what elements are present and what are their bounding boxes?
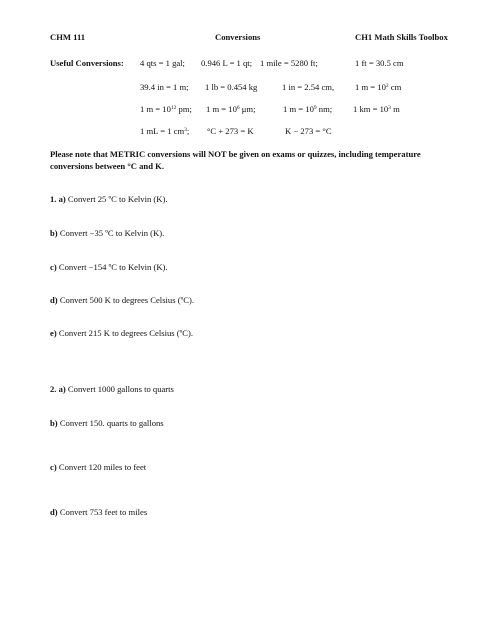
page-title: Conversions — [215, 32, 261, 42]
question-text: Convert 150. quarts to gallons — [59, 418, 164, 428]
question-label: c) — [50, 462, 57, 472]
exponent: 12 — [170, 105, 177, 111]
conversion-item: 1 in = 2.54 cm, — [282, 82, 335, 92]
chapter-label: CH1 Math Skills Toolbox — [355, 32, 448, 42]
question-text: Convert 120 miles to feet — [58, 462, 147, 472]
conversion-text: 1 m = 10 — [283, 104, 314, 114]
conversion-text: 1 m = 10 — [140, 104, 171, 114]
conversion-item: 1 ft = 30.5 cm — [355, 58, 404, 68]
conversion-text: 1 mL = 1 cm — [140, 126, 185, 136]
question-item — [50, 228, 164, 238]
conversions-label: Useful Conversions: — [50, 58, 124, 68]
conversion-item — [140, 104, 192, 114]
conversion-item: 39.4 in = 1 m; — [140, 82, 189, 92]
exponent: 3 — [388, 105, 391, 111]
question-label: 2. a) — [50, 384, 66, 394]
exponent: 2 — [385, 83, 389, 89]
question-label: c) — [50, 262, 57, 272]
question-text: Convert −154 ºC to Kelvin (K). — [58, 262, 168, 272]
question-label: b) — [50, 228, 58, 238]
conversion-text: pm; — [176, 104, 192, 114]
exponent: 6 — [236, 105, 240, 111]
conversion-item: 0.946 L = 1 qt; — [201, 58, 253, 68]
question-label: d) — [50, 295, 58, 305]
question-text: Convert 25 ºC to Kelvin (K). — [67, 194, 168, 204]
question-item — [50, 384, 174, 394]
exponent: 3 — [184, 127, 187, 133]
question-item — [50, 507, 147, 517]
conversion-item — [353, 104, 400, 114]
question-label: d) — [50, 507, 58, 517]
question-label: b) — [50, 418, 58, 428]
exponent: 9 — [313, 105, 317, 111]
conversion-item: 1 lb = 0.454 kg — [205, 82, 258, 92]
question-text: Convert −35 ºC to Kelvin (K). — [59, 228, 165, 238]
conversion-item — [283, 104, 332, 114]
question-text: Convert 500 K to degrees Celsius (ºC). — [59, 295, 194, 305]
conversion-text: m — [390, 104, 400, 114]
question-label: 1. a) — [50, 194, 66, 204]
question-label: e) — [50, 328, 57, 338]
question-text: Convert 215 K to degrees Celsius (ºC). — [58, 328, 194, 338]
conversion-item — [206, 104, 255, 114]
conversion-text: 1 m = 10 — [206, 104, 237, 114]
course-code: CHM 111 — [50, 32, 86, 42]
conversion-text: 1 m = 10 — [355, 82, 386, 92]
conversion-text: 1 km = 10 — [353, 104, 389, 114]
question-item — [50, 418, 164, 428]
question-item — [50, 262, 168, 272]
question-item — [50, 295, 194, 305]
conversion-text: cm — [388, 82, 402, 92]
conversion-text: nm; — [316, 104, 333, 114]
question-item — [50, 194, 168, 204]
conversion-item — [355, 82, 401, 92]
question-text: Convert 753 feet to miles — [59, 507, 148, 517]
question-item — [50, 462, 146, 472]
conversion-text: ; — [186, 126, 190, 136]
conversion-item: °C + 273 = K — [207, 126, 254, 136]
conversion-item: 1 mile = 5280 ft; — [260, 58, 318, 68]
conversion-text: μm; — [239, 104, 256, 114]
question-item — [50, 328, 193, 338]
conversion-item — [140, 126, 189, 136]
exam-note: Please note that METRIC conversions will NOT be given on exams or quizzes, including temperature conversions between °C and K. — [50, 149, 421, 171]
conversion-item: 4 qts = 1 gal; — [140, 58, 185, 68]
question-text: Convert 1000 gallons to quarts — [67, 384, 174, 394]
conversion-item: K − 273 = °C — [285, 126, 332, 136]
